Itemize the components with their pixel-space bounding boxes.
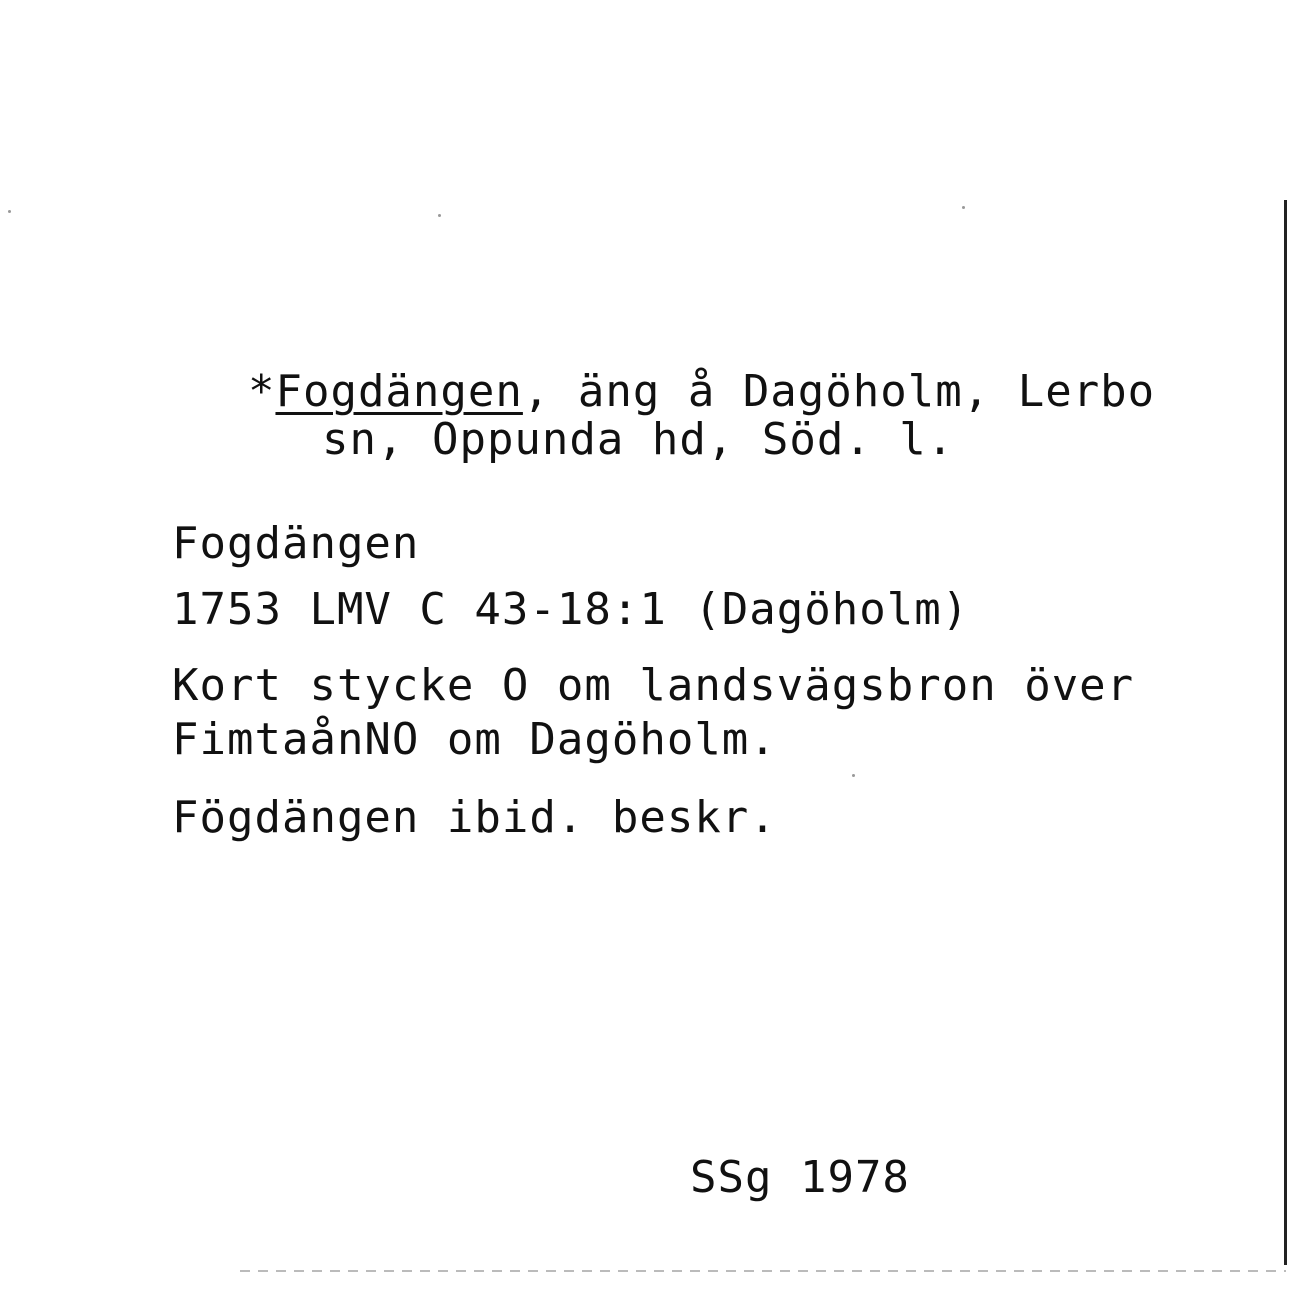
description-line-2: FimtaånNO om Dagöholm.	[172, 714, 777, 765]
entry-line-1-rest: , äng å Dagöholm, Lerbo	[522, 366, 1156, 417]
card-bottom-edge	[240, 1270, 1286, 1272]
scan-speck	[8, 210, 11, 213]
name-form: Fogdängen	[172, 518, 420, 569]
asterisk: *	[247, 366, 276, 417]
entry-line-2: sn, Oppunda hd, Söd. l.	[322, 414, 955, 465]
note-line: Fögdängen ibid. beskr.	[172, 792, 777, 843]
headword: Fogdängen	[275, 366, 523, 417]
description-line-1: Kort stycke O om landsvägsbron över	[172, 660, 1135, 711]
scan-speck	[962, 206, 965, 209]
scan-speck	[438, 214, 441, 217]
source-reference: 1753 LMV C 43-18:1 (Dagöholm)	[172, 584, 970, 635]
card-right-edge	[1284, 200, 1287, 1265]
signature: SSg 1978	[690, 1152, 910, 1203]
scan-speck	[852, 774, 855, 777]
